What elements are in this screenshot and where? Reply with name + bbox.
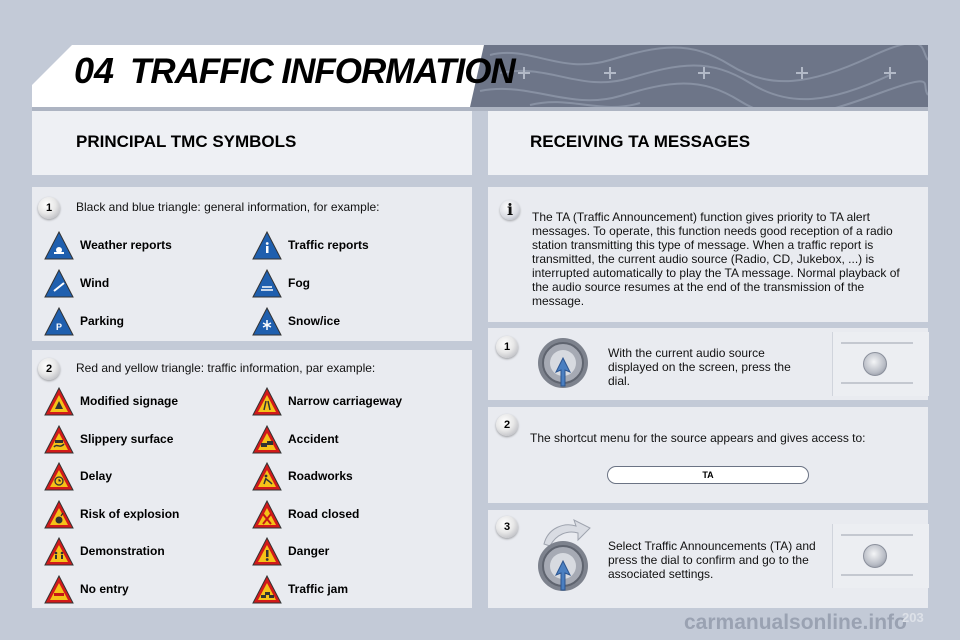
symbol-item — [44, 387, 244, 417]
watermark: carmanualsonline.info — [684, 611, 907, 634]
ta-step1-text: With the current audio source displayed on the screen, press the dial. — [608, 346, 791, 388]
step-badge: 2 — [496, 414, 518, 436]
chapter-number: 04 — [74, 50, 115, 91]
symbol-item — [252, 269, 452, 299]
symbol-item — [252, 387, 452, 417]
topographic-map-graphic — [470, 45, 928, 107]
symbol-label: Wind — [80, 276, 110, 290]
symbol-item — [44, 425, 244, 455]
info-icon: i — [500, 200, 520, 220]
symbol-item — [44, 269, 244, 299]
symbol-item — [252, 537, 452, 567]
ta-step3-text: Select Traffic Announcements (TA) and press the dial to confirm and go to the associated settings. — [608, 539, 816, 581]
header-topo-pattern — [470, 45, 928, 107]
symbol-item — [44, 462, 244, 492]
ta-step2-text: The shortcut menu for the source appears and gives access to: — [530, 431, 866, 445]
symbol-label: Narrow carriageway — [288, 394, 403, 408]
symbol-item — [44, 307, 244, 337]
symbol-label: Parking — [80, 314, 125, 328]
svg-text:P: P — [55, 322, 63, 332]
radio-unit-image — [832, 332, 929, 396]
symbol-label: Risk of explosion — [80, 506, 180, 521]
symbol-label: Roadworks — [288, 469, 353, 484]
symbol-label: Accident — [288, 431, 339, 446]
chapter-title: TRAFFIC INFORMATION — [130, 52, 515, 91]
symbol-item — [252, 462, 452, 492]
ta-step2-panel — [488, 407, 928, 503]
symbol-label: Fog — [288, 276, 310, 290]
step1-intro: Black and blue triangle: general information, for example: — [76, 200, 380, 214]
step2-intro: Red and yellow triangle: traffic information, par example: — [76, 361, 376, 375]
page-number: 203 — [902, 610, 924, 625]
step-badge: 1 — [496, 336, 518, 358]
symbol-label: Modified signage — [80, 394, 179, 408]
symbol-item — [44, 231, 244, 261]
step-badge: 2 — [38, 358, 60, 380]
symbol-item — [44, 537, 244, 567]
symbol-label: Traffic reports — [288, 238, 369, 252]
left-section-title: PRINCIPAL TMC SYMBOLS — [76, 132, 297, 151]
symbol-label: Weather reports — [80, 238, 172, 252]
step-badge: 1 — [38, 197, 60, 219]
symbol-label: Delay — [80, 469, 113, 484]
symbol-item — [44, 575, 244, 605]
ta-menu-option[interactable]: TA — [607, 466, 809, 484]
symbol-label: Demonstration — [80, 544, 165, 559]
symbol-label: Snow/ice — [288, 314, 341, 328]
symbol-label: No entry — [80, 582, 129, 596]
symbol-label: Slippery surface — [80, 431, 174, 446]
symbol-item — [252, 425, 452, 455]
symbol-label: Traffic jam — [288, 582, 349, 596]
dial-press-icon — [536, 336, 590, 394]
right-section-title: RECEIVING TA MESSAGES — [530, 132, 751, 151]
symbol-item — [252, 307, 452, 337]
symbol-item — [252, 500, 452, 530]
symbol-label: Danger — [288, 544, 330, 559]
symbol-label: Road closed — [288, 506, 360, 521]
symbol-item — [252, 231, 452, 261]
symbol-item — [44, 500, 244, 530]
radio-unit-image — [832, 524, 929, 588]
symbol-item — [252, 575, 452, 605]
dial-rotate-icon — [534, 516, 594, 594]
step-badge: 3 — [496, 516, 518, 538]
ta-description: The TA (Traffic Announcement) function gives priority to TA alert messages. To operate, this function needs good reception of a radio station transmitting this type of message. When a traffic report is transmitted, the current audio source (Radio, CD, Jukebox, ...) is interrupted automatically to play the TA message. Normal playback of the audio source resumes at the end of the transmission of the message. — [532, 210, 900, 308]
